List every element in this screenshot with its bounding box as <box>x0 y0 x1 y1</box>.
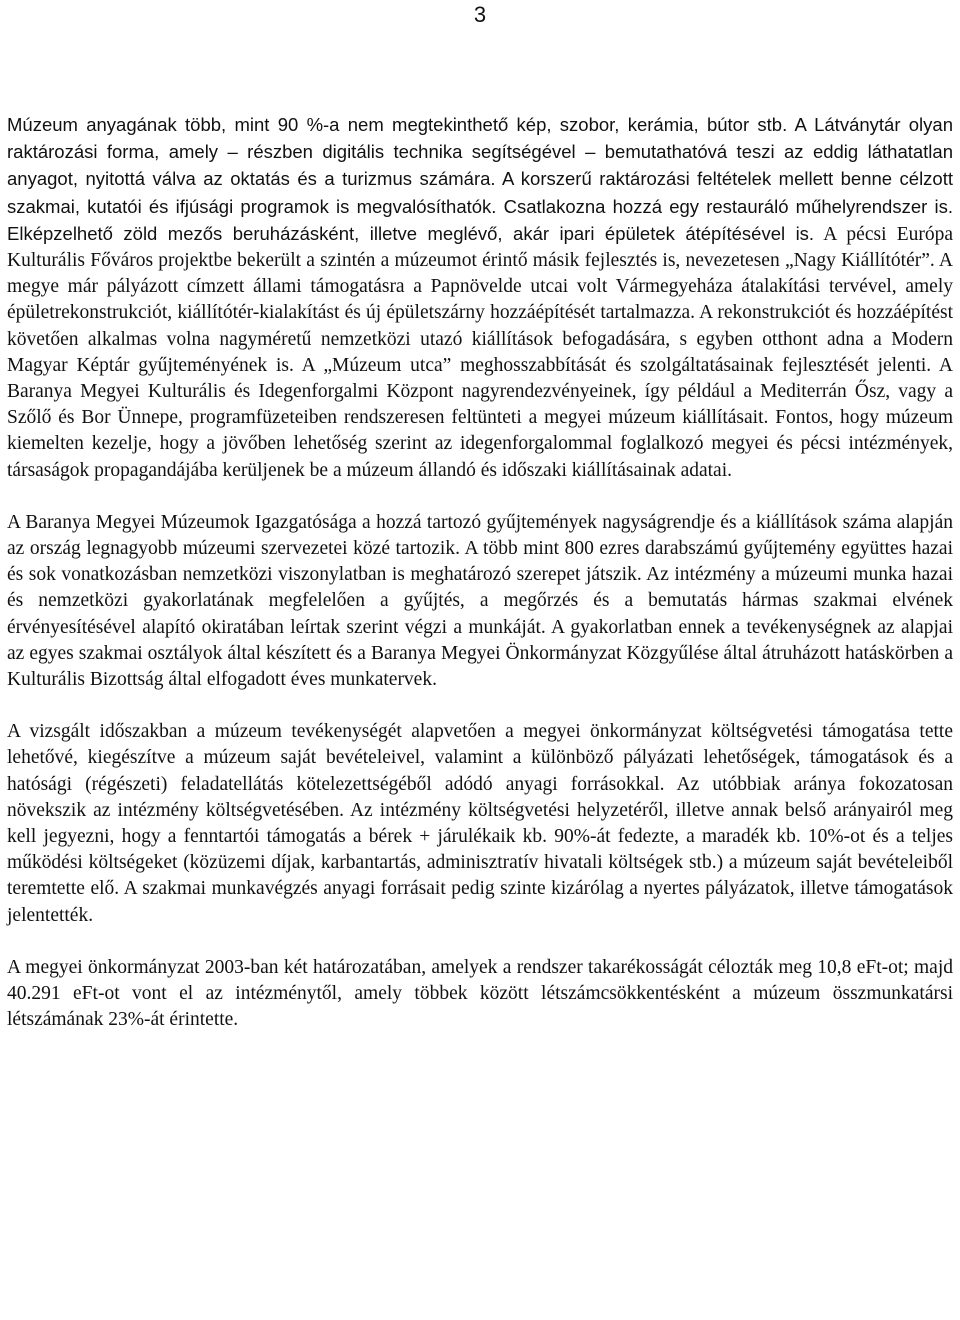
paragraph <box>7 955 953 1034</box>
paragraph-text-segment: A megyei önkormányzat 2003-ban két határozatában, amelyek a rendszer takarékosságát célozták meg 10,8 eFt-ot; majd 40.291 eFt-ot vont el az intézménytől, amely többek között létszámcsökkentésként a múzeum összmunkatársi létszámának 23%-át érintette. <box>7 956 953 1031</box>
document-body <box>7 112 953 1060</box>
paragraph <box>7 510 953 693</box>
paragraph-text-segment: A vizsgált időszakban a múzeum tevékenységét alapvetően a megyei önkormányzat költségvetési támogatása tette lehetővé, kiegészítve a múzeum saját bevételeivel, valamint a különböző pályázati lehetőségek, támogatások és a hatósági (régészeti) feladatellátás kötelezettségéből adódó anyagi forrásokkal. Az utóbbiak aránya fokozatosan növekszik az intézmény költségvetésében. Az intézmény költségvetési helyzetéről, illetve annak belső arányairól meg kell jegyezni, hogy a fenntartói támogatás a bérek + járulékaik kb. 90%-át fedezte, a maradék kb. 10%-ot és a teljes működési költségeket (közüzemi díjak, karbantartás, adminisztratív hivatali költségek stb.) a múzeum saját bevételeiből teremtette elő. A szakmai munkavégzés anyagi forrásait pedig szinte kizárólag a nyertes pályázatok, illetve támogatások jelentették. <box>7 721 953 926</box>
paragraph <box>7 112 953 484</box>
paragraph-text-segment: Múzeum anyagának több, mint 90 %-a nem megtekinthető kép, szobor, kerámia, bútor stb. A Látványtár olyan raktározási forma, amely – részben digitális technika segítségével – bemutathatóvá teszi az eddig láthatatlan anyagot, nyitottá válva az oktatás és a turizmus számára. <box>7 114 953 190</box>
paragraph-text-segment: A korszerű raktározási feltételek mellett benne célzott szakmai, kutatói és ifjúsági programok is megvalósíthatók. Csatlakozna hozzá egy restauráló műhelyrendszer is. Elképzelhető zöld mezős beruházásként, illetve meglévő, akár ipari épületek átépítésével is. <box>7 168 954 244</box>
paragraph-text-segment: A Baranya Megyei Múzeumok Igazgatósága a hozzá tartozó gyűjtemények nagyságrendje és a kiállítások száma alapján az ország legnagyobb múzeumi szervezetei közé tartozik. A több mint 800 ezres darabszámú gyűjtemény együttes hazai és sok vonatkozásban nemzetközi viszonylatban is meghatározó szerepet játszik. Az intézmény a múzeumi munka hazai és nemzetközi gyakorlatának megfelelően a gyűjtés, a megőrzés és a bemutatás hármas szakmai elvének érvényesítésével alapító okiratában leírtak szerint végzi a munkáját. A gyakorlatban ennek a tevékenységnek az alapjai az egyes szakmai osztályok által készített és a Baranya Megyei Önkormányzat Közgyűlése által átruházott hatáskörben a Kulturális Bizottság által elfogadott éves munkatervek. <box>7 511 953 691</box>
page-number: 3 <box>473 2 487 27</box>
paragraph-text-segment: A pécsi Európa Kulturális Főváros projektbe bekerült a szintén a múzeumot érintő másik fejlesztés is, nevezetesen „Nagy Kiállítótér”. A megye már pályázott címzett állami támogatásra a Papnövelde utcai volt Vármegyeháza átalakítási tervével, amely épületrekonstrukciót, kiállítótér-kialakítást és új épületszárny hozzáépítését tartalmazza. A rekonstrukciót és hozzáépítést követően alkalmas volna nagyméretű nemzetközi utazó kiállítások befogadására, s egyben otthont adna a Modern Magyar Képtár gyűjteményének is. A „Múzeum utca” meghosszabbítását és szolgáltatásainak fejlesztését jelenti. A Baranya Megyei Kulturális és Idegenforgalmi Központ nagyrendezvényeinek, így például a Mediterrán Ősz, vagy a Szőlő és Bor Ünnepe, programfüzeteiben rendszeresen feltünteti a megyei múzeum kiállításait. Fontos, hogy múzeum kiemelten kezelje, hogy a jövőben lehetőség szerint az idegenforgalommal foglalkozó megyei és pécsi intézmények, társaságok propagandájába kerüljenek be a múzeum állandó és időszaki kiállításainak adatai. <box>7 223 953 481</box>
paragraph <box>7 719 953 929</box>
